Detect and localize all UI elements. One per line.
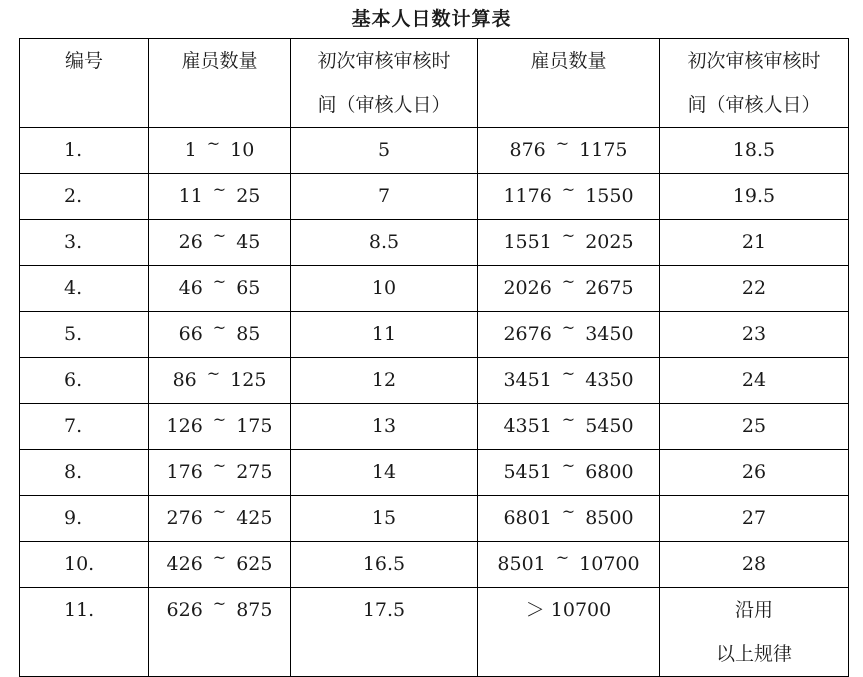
- range-from: 876: [509, 139, 546, 161]
- employee-range-cell: [149, 404, 291, 450]
- employee-range-cell: [478, 450, 660, 496]
- employee-range-cell: [149, 542, 291, 588]
- row-number-cell: 9.: [20, 496, 149, 542]
- range-to: 125: [230, 369, 267, 391]
- range-separator: ~: [561, 226, 576, 245]
- employee-range-cell: [478, 128, 660, 174]
- audit-days-cell: 7: [291, 174, 478, 220]
- range-separator: ~: [561, 364, 576, 383]
- table-row: [20, 220, 849, 266]
- audit-days-cell: 8.5: [291, 220, 478, 266]
- range-separator: ~: [561, 456, 576, 475]
- header-cell-employees: 雇员数量: [478, 39, 660, 128]
- range-to: 425: [236, 507, 273, 529]
- range-from: 1: [184, 139, 197, 161]
- audit-days-cell: 25: [660, 404, 849, 450]
- range-separator: ~: [212, 410, 227, 429]
- table-row: [20, 174, 849, 220]
- range-separator: ~: [212, 180, 227, 199]
- employee-range-cell: [149, 588, 291, 677]
- row-number-cell: 1.: [20, 128, 149, 174]
- range-separator: ~: [561, 502, 576, 521]
- table-row: [20, 266, 849, 312]
- header-cell-employees: 雇员数量: [149, 39, 291, 128]
- row-number-cell: 10.: [20, 542, 149, 588]
- employee-range-cell: [478, 220, 660, 266]
- table-row: [20, 496, 849, 542]
- range-to: 3450: [585, 323, 634, 345]
- range-separator: ~: [561, 318, 576, 337]
- range-from: 66: [178, 323, 203, 345]
- row-number-cell: 3.: [20, 220, 149, 266]
- table-row: [20, 128, 849, 174]
- range-to: 275: [236, 461, 273, 483]
- table-row: [20, 312, 849, 358]
- range-from: 26: [178, 231, 203, 253]
- audit-days-cell: 13: [291, 404, 478, 450]
- table-row: [20, 358, 849, 404]
- table-row: [20, 588, 849, 677]
- range-from: 276: [166, 507, 203, 529]
- audit-days-cell: 15: [291, 496, 478, 542]
- header-text-line: 初次审核审核时: [317, 50, 451, 72]
- range-to: 875: [236, 599, 273, 621]
- audit-days-cell: 12: [291, 358, 478, 404]
- range-to: 4350: [585, 369, 634, 391]
- employee-range-cell: [149, 496, 291, 542]
- range-separator: ~: [212, 226, 227, 245]
- audit-days-cell: 19.5: [660, 174, 849, 220]
- range-to: 1550: [585, 185, 634, 207]
- row-number-cell: 8.: [20, 450, 149, 496]
- employee-range-cell: [478, 174, 660, 220]
- employee-range-cell: [478, 266, 660, 312]
- row-number-cell: 7.: [20, 404, 149, 450]
- row-number-cell: 4.: [20, 266, 149, 312]
- range-from: 5451: [503, 461, 552, 483]
- range-separator: ~: [212, 456, 227, 475]
- audit-days-cell: 22: [660, 266, 849, 312]
- range-separator: ~: [212, 548, 227, 567]
- row-number-cell: 2.: [20, 174, 149, 220]
- range-from: 2026: [503, 277, 552, 299]
- table-row: [20, 404, 849, 450]
- range-from: 11: [178, 185, 203, 207]
- row-number-cell: 5.: [20, 312, 149, 358]
- range-from: 426: [166, 553, 203, 575]
- range-separator: ~: [212, 318, 227, 337]
- range-to: 65: [236, 277, 261, 299]
- range-separator: ~: [212, 272, 227, 291]
- range-separator: ~: [561, 272, 576, 291]
- audit-days-cell: 21: [660, 220, 849, 266]
- audit-days-table: [19, 38, 849, 677]
- employee-range-cell: [478, 404, 660, 450]
- employee-range-cell: [149, 358, 291, 404]
- range-separator: ~: [561, 180, 576, 199]
- range-to: 10700: [579, 553, 640, 575]
- audit-days-cell: [660, 588, 849, 677]
- employee-range-cell: [149, 220, 291, 266]
- range-to: 6800: [585, 461, 634, 483]
- range-from: 8501: [497, 553, 546, 575]
- range-from: 126: [166, 415, 203, 437]
- header-cell-audit-time: [291, 39, 478, 128]
- range-separator: ~: [206, 134, 221, 153]
- range-from: 1551: [503, 231, 552, 253]
- range-separator: ~: [555, 134, 570, 153]
- employee-range-cell: [478, 542, 660, 588]
- audit-days-cell: 11: [291, 312, 478, 358]
- range-from: 4351: [503, 415, 552, 437]
- range-from: 176: [166, 461, 203, 483]
- range-separator: ~: [206, 364, 221, 383]
- range-to: 25: [236, 185, 261, 207]
- header-text-line: 间（审核人日）: [317, 94, 451, 116]
- audit-days-cell: 28: [660, 542, 849, 588]
- audit-days-cell: 24: [660, 358, 849, 404]
- range-to: 2025: [585, 231, 634, 253]
- audit-days-cell: 14: [291, 450, 478, 496]
- audit-days-cell: 18.5: [660, 128, 849, 174]
- range-to: 2675: [585, 277, 634, 299]
- range-to: 1175: [579, 139, 628, 161]
- audit-days-cell: 5: [291, 128, 478, 174]
- range-separator: ~: [561, 410, 576, 429]
- employee-range-cell: [149, 128, 291, 174]
- range-to: 625: [236, 553, 273, 575]
- table-header-row: [20, 39, 849, 128]
- range-from: 46: [178, 277, 203, 299]
- range-separator: ~: [555, 548, 570, 567]
- audit-days-cell: 27: [660, 496, 849, 542]
- range-separator: ~: [212, 594, 227, 613]
- page-title: 基本人日数计算表: [351, 8, 512, 30]
- table-row: [20, 542, 849, 588]
- employee-range-cell: [149, 312, 291, 358]
- range-to: 175: [236, 415, 273, 437]
- range-from: 3451: [503, 369, 552, 391]
- audit-days-cell: 23: [660, 312, 849, 358]
- header-cell-audit-time: [660, 39, 849, 128]
- range-to: 85: [236, 323, 261, 345]
- audit-days-cell: 26: [660, 450, 849, 496]
- range-from: 626: [166, 599, 203, 621]
- audit-days-cell: 10: [291, 266, 478, 312]
- note-line: 以上规律: [715, 643, 792, 665]
- range-from: 2676: [503, 323, 552, 345]
- range-to: 10: [230, 139, 255, 161]
- audit-days-cell: 17.5: [291, 588, 478, 677]
- header-text-line: 初次审核审核时: [687, 50, 821, 72]
- row-number-cell: 6.: [20, 358, 149, 404]
- employee-range-cell: ＞ 10700: [478, 588, 660, 677]
- employee-range-cell: [149, 174, 291, 220]
- header-cell-number: 编号: [20, 39, 149, 128]
- range-from: 86: [172, 369, 197, 391]
- table-row: [20, 450, 849, 496]
- employee-range-cell: [478, 358, 660, 404]
- employee-range-cell: [149, 450, 291, 496]
- employee-range-cell: [478, 312, 660, 358]
- audit-days-cell: 16.5: [291, 542, 478, 588]
- range-from: 1176: [503, 185, 552, 207]
- employee-range-cell: [478, 496, 660, 542]
- header-text-line: 间（审核人日）: [687, 94, 821, 116]
- range-to: 5450: [585, 415, 634, 437]
- note-line: 沿用: [734, 599, 773, 621]
- employee-range-cell: [149, 266, 291, 312]
- range-to: 45: [236, 231, 261, 253]
- range-from: 6801: [503, 507, 552, 529]
- row-number-cell: 11.: [20, 588, 149, 677]
- range-to: 8500: [585, 507, 634, 529]
- range-separator: ~: [212, 502, 227, 521]
